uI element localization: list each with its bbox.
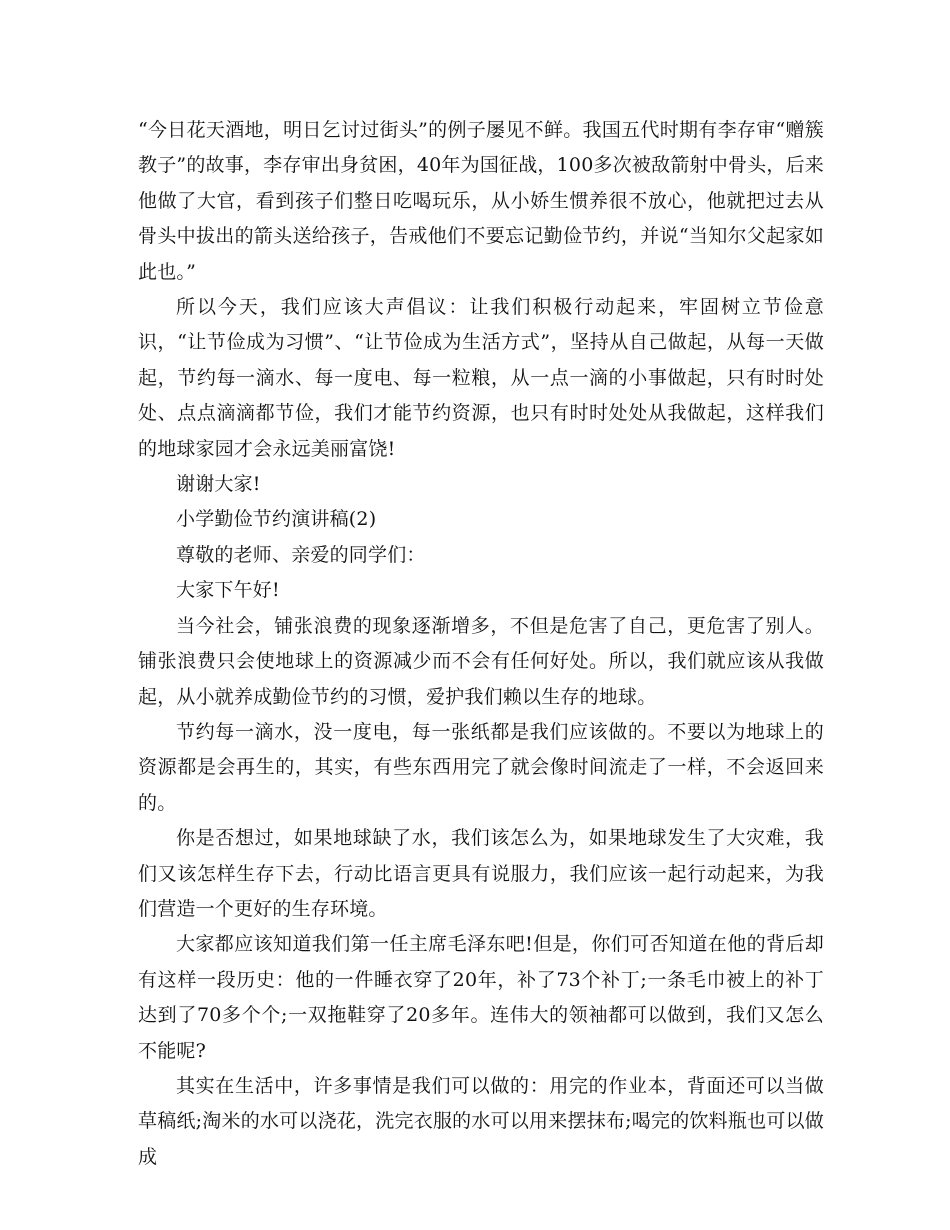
paragraph: 所以今天，我们应该大声倡议：让我们积极行动起来，牢固树立节俭意识，“让节俭成为习惯”、“让节俭成为生活方式”，坚持从自己做起，从每一天做起，节约每一滴水、每一度电、每一粒粮，从一点一滴的小事做起，只有时时处处、点点滴滴都节俭，我们才能节约资源，也只有时时处处从我做起，这样我们的地球家园才会永远美丽富饶! [138, 296, 824, 460]
paragraph: “今日花天酒地，明日乞讨过街头”的例子屡见不鲜。我国五代时期有李存审“赠簇教子”的故事，李存审出身贫困，40年为国征战，100多次被敌箭射中骨头，后来他做了大官，看到孩子们整日吃喝玩乐，从小娇生惯养很不放心，他就把过去从骨头中拔出的箭头送给孩子，告戒他们不要忘记勤俭节约，并说“当知尔父起家如此也。” [138, 119, 824, 283]
document-body [138, 113, 824, 1175]
section-heading: 小学勤俭节约演讲稿(2) [176, 508, 377, 531]
paragraph: 节约每一滴水，没一度电，每一张纸都是我们应该做的。不要以为地球上的资源都是会再生的，其实，有些东西用完了就会像时间流走了一样，不会返回来的。 [138, 720, 824, 814]
paragraph: 谢谢大家! [176, 473, 261, 496]
paragraph: 其实在生活中，许多事情是我们可以做的：用完的作业本，背面还可以当做草稿纸;淘米的水可以浇花，洗完衣服的水可以用来摆抹布;喝完的饮料瓶也可以做成 [138, 1074, 824, 1168]
paragraph: 你是否想过，如果地球缺了水，我们该怎么为，如果地球发生了大灾难，我们又该怎样生存下去，行动比语言更具有说服力，我们应该一起行动起来，为我们营造一个更好的生存环境。 [138, 827, 824, 920]
salutation: 尊敬的老师、亲爱的同学们： [176, 543, 426, 566]
greeting: 大家下午好! [176, 579, 280, 602]
paragraph: 当今社会，铺张浪费的现象逐渐增多，不但是危害了自己，更危害了别人。铺张浪费只会使地球上的资源减少而不会有任何好处。所以，我们就应该从我做起，从小就养成勤俭节约的习惯，爱护我们赖以生存的地球。 [138, 614, 824, 708]
paragraph: 大家都应该知道我们第一任主席毛泽东吧!但是，你们可否知道在他的背后却有这样一段历史：他的一件睡衣穿了20年，补了73个补丁;一条毛巾被上的补丁达到了70多个个;一双拖鞋穿了20多年。连伟大的领袖都可以做到，我们又怎么不能呢? [138, 933, 824, 1062]
